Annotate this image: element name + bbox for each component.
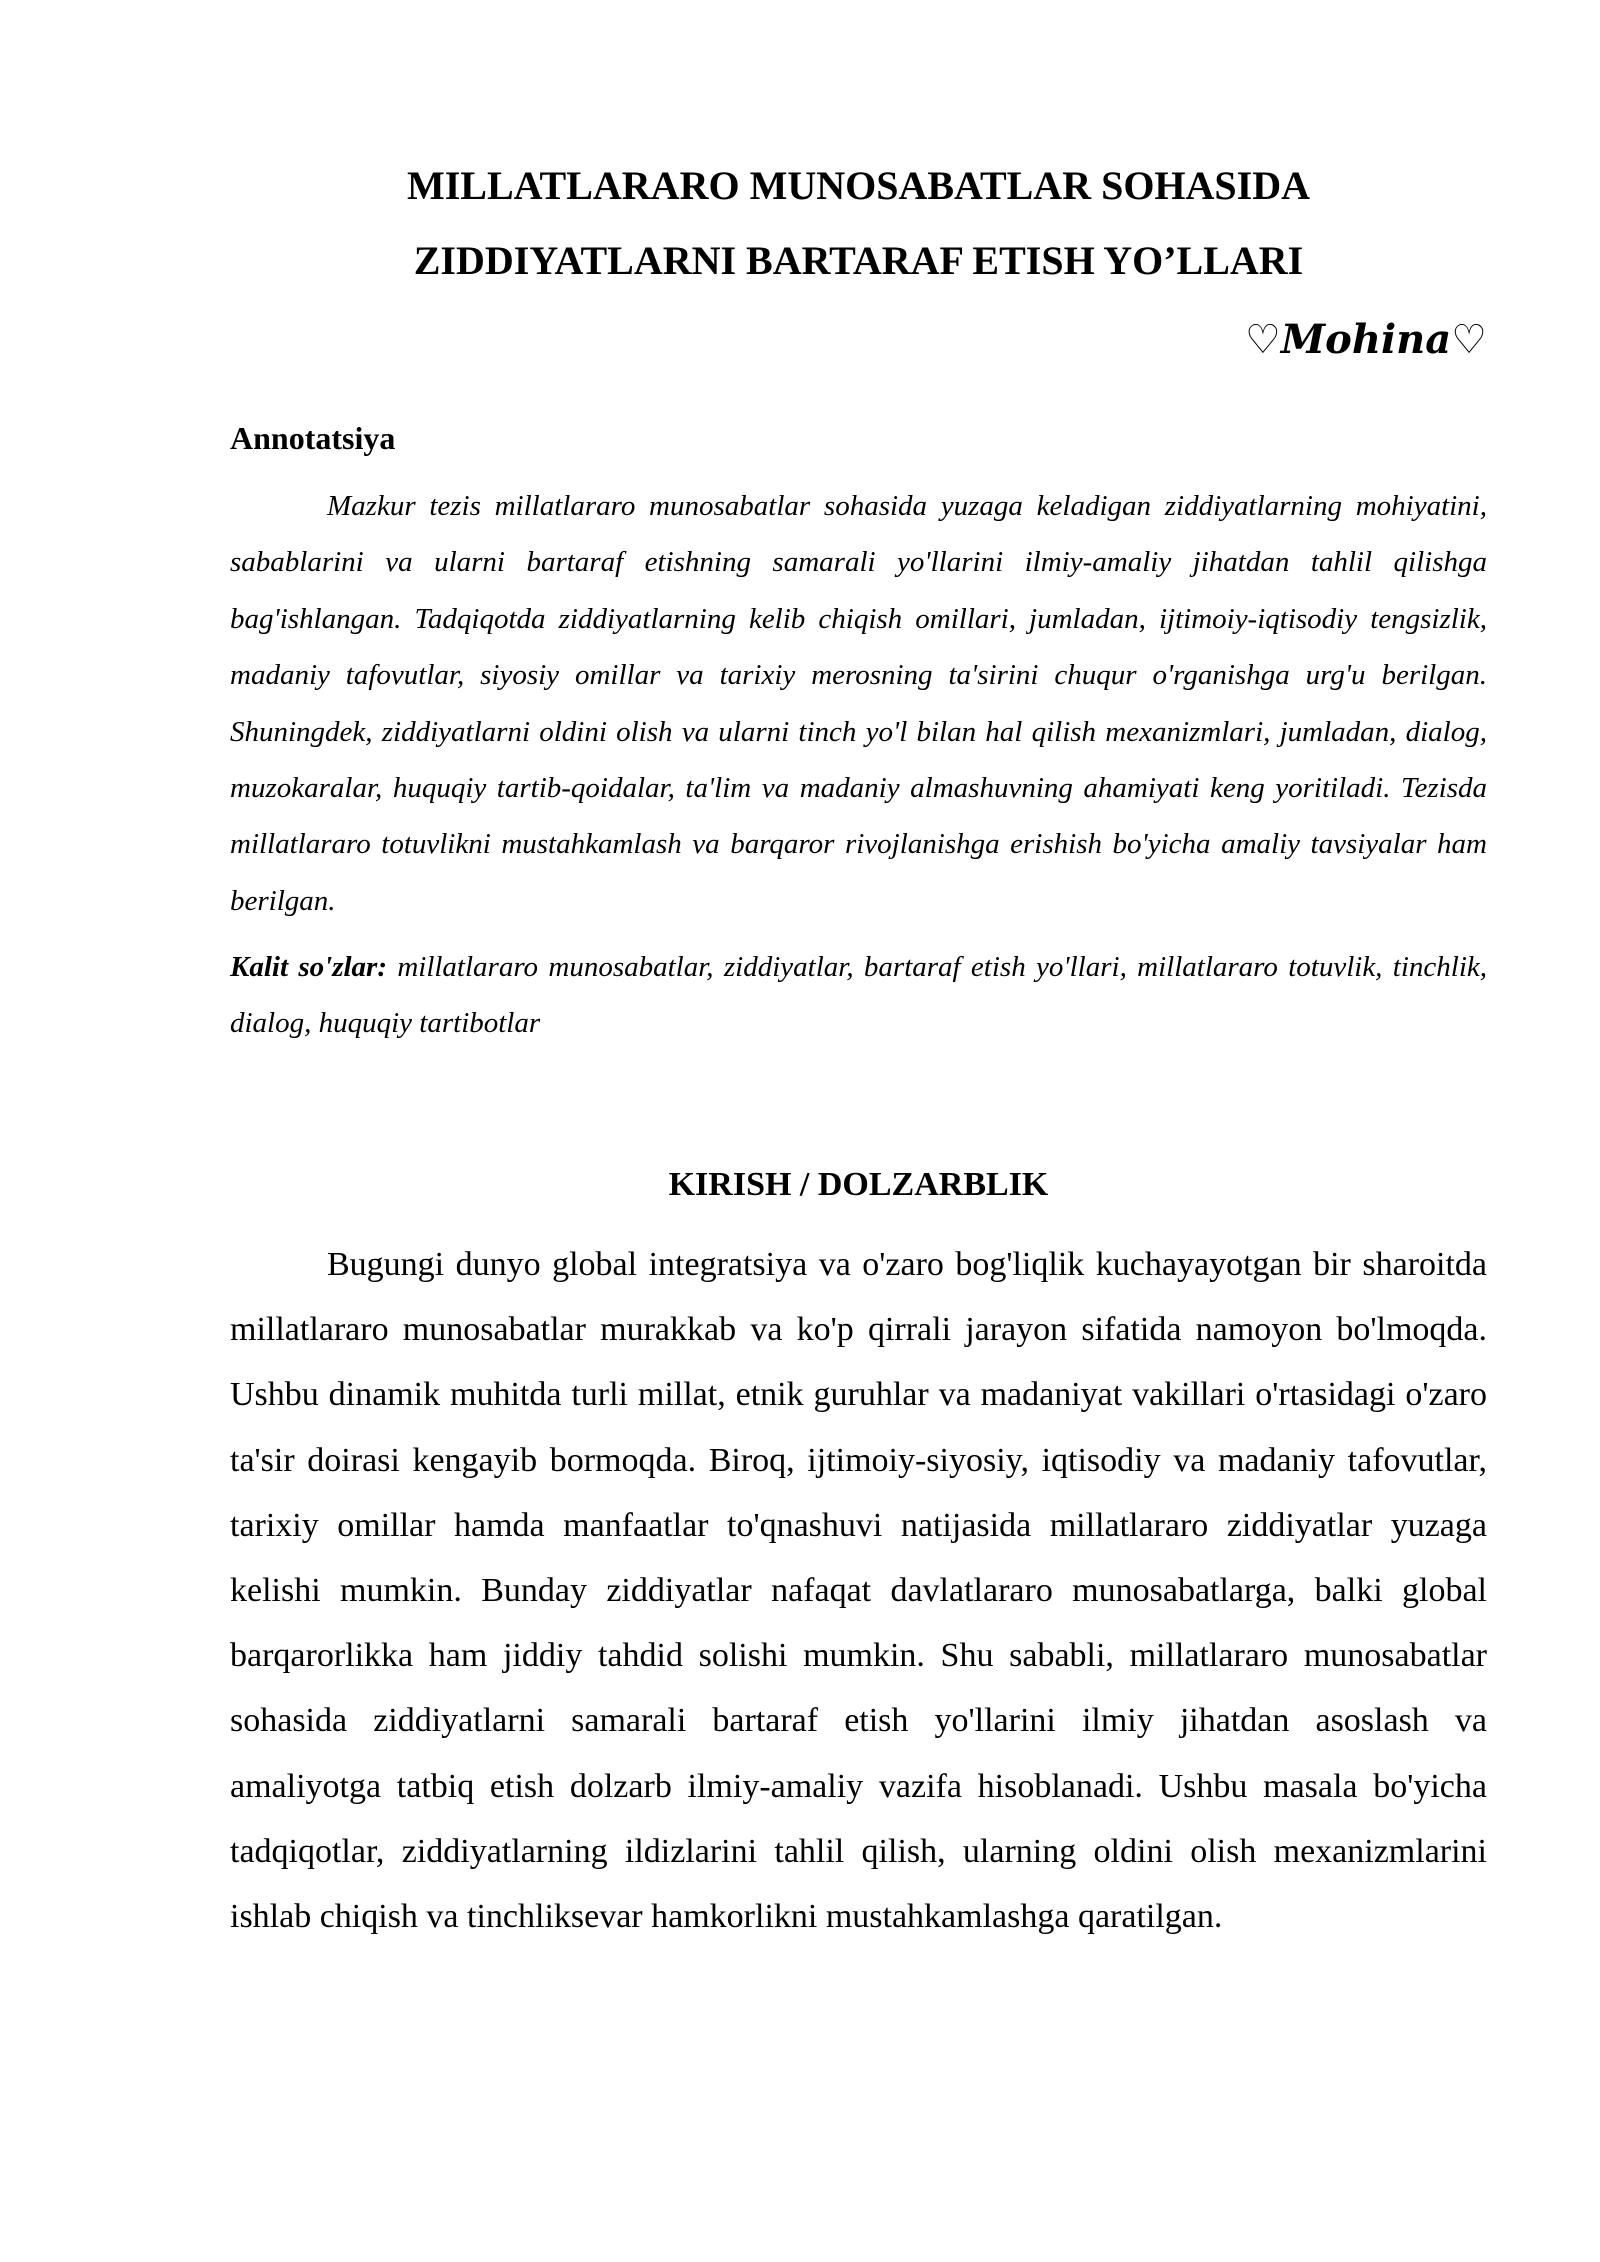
keywords-label: Kalit so'zlar: — [230, 951, 387, 983]
heart-icon: ♡ — [1245, 317, 1281, 363]
author-name-text: Mohina — [1280, 316, 1452, 363]
title-line-1: MILLATLARARO MUNOSABATLAR SOHASIDA — [406, 163, 1311, 208]
document-title — [230, 148, 1487, 298]
keywords-text: millatlararo munosabatlar, ziddiyatlar, bartaraf etish yo'llari, millatlararo totuvlik, tinchlik, dialog, huquqiy tartibotlar — [230, 951, 1487, 1040]
annotation-paragraph: Mazkur tezis millatlararo munosabatlar sohasida yuzaga keladigan ziddiyatlarning mohiyatini, sabablarini va ularni bartaraf etishning samarali yo'llarini ilmiy-amaliy jihatdan tahlil qilishga bag'ishlangan. Tadqiqotda ziddiyatlarning kelib chiqish omillari, jumladan, ijtimoiy-iqtisodiy tengsizlik, madaniy tafovutlar, siyosiy omillar va tarixiy merosning ta'sirini chuqur o'rganishga urg'u berilgan. Shuningdek, ziddiyatlarni oldini olish va ularni tinch yo'l bilan hal qilish mexanizmlari, jumladan, dialog, muzokaralar, huquqiy tartib-qoidalar, ta'lim va madaniy almashuvning ahamiyati keng yoritiladi. Tezisda millatlararo totuvlikni mustahkamlash va barqaror rivojlanishga erishish bo'yicha amaliy tavsiyalar ham berilgan. — [230, 490, 1487, 917]
keywords-paragraph — [230, 939, 1487, 1052]
intro-heading: KIRISH / DOLZARBLIK — [668, 1166, 1049, 1203]
heart-icon: ♡ — [1451, 317, 1487, 363]
author-name — [1245, 310, 1487, 370]
title-line-2: ZIDDIYATLARNI BARTARAF ETISH YO’LLARI — [413, 238, 1304, 283]
annotation-heading: Annotatsiya — [230, 420, 396, 456]
intro-paragraph: Bugungi dunyo global integratsiya va o'zaro bog'liqlik kuchayayotgan bir sharoitda millatlararo munosabatlar murakkab va ko'p qirrali jarayon sifatida namoyon bo'lmoqda. Ushbu dinamik muhitda turli millat, etnik guruhlar va madaniyat vakillari o'rtasidagi o'zaro ta'sir doirasi kengayib bormoqda. Biroq, ijtimoiy-siyosiy, iqtisodiy va madaniy tafovutlar, tarixiy omillar hamda manfaatlar to'qnashuvi natijasida millatlararo ziddiyatlar yuzaga kelishi mumkin. Bunday ziddiyatlar nafaqat davlatlararo munosabatlarga, balki global barqarorlikka ham jiddiy tahdid solishi mumkin. Shu sababli, millatlararo munosabatlar sohasida ziddiyatlarni samarali bartaraf etish yo'llarini ilmiy jihatdan asoslash va amaliyotga tatbiq etish dolzarb ilmiy-amaliy vazifa hisoblanadi. Ushbu masala bo'yicha tadqiqotlar, ziddiyatlarning ildizlarini tahlil qilish, ularning oldini olish mexanizmlarini ishlab chiqish va tinchliksevar hamkorlikni mustahkamlashga qaratilgan. — [230, 1246, 1487, 1936]
